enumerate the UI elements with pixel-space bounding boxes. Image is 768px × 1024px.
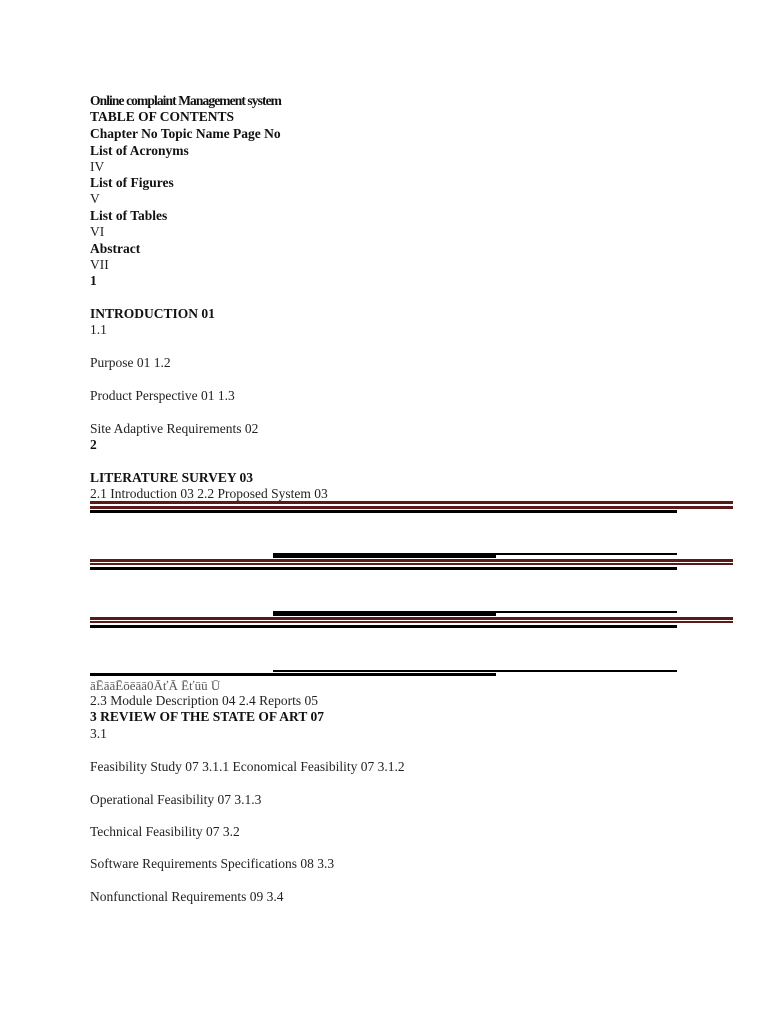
toc-line: Software Requirements Specifications 08 3.3 (90, 856, 335, 871)
toc-line: Product Perspective 01 1.3 (90, 388, 235, 403)
toc-line: 3.1 (90, 726, 107, 741)
chapter-1-heading: INTRODUCTION 01 (90, 306, 215, 321)
chapter-1-number: 1 (90, 273, 97, 288)
toc-line: Purpose 01 1.2 (90, 355, 171, 370)
toc-page-figures: V (90, 191, 100, 206)
toc-page-acronyms: IV (90, 159, 105, 174)
chapter-2-number: 2 (90, 437, 97, 452)
toc-line: 1.1 (90, 322, 107, 337)
decorative-rule (0, 609, 768, 629)
toc-page-tables: VI (90, 224, 105, 239)
toc-line: Technical Feasibility 07 3.2 (90, 824, 240, 839)
toc-columns-heading: Chapter No Topic Name Page No (90, 126, 281, 141)
toc-line: Feasibility Study 07 3.1.1 Economical Feasibility 07 3.1.2 (90, 759, 405, 774)
toc-line: Site Adaptive Requirements 02 (90, 421, 259, 436)
toc-entry-abstract: Abstract (90, 241, 141, 256)
toc-entry-tables: List of Tables (90, 208, 168, 223)
toc-heading: TABLE OF CONTENTS (90, 109, 235, 124)
toc-line: 2.3 Module Description 04 2.4 Reports 05 (90, 693, 318, 708)
document-title: Online complaint Management system (90, 93, 282, 108)
garbled-text: āĒāāĒōēāā0ĀťĀ Ēťūū Ū (90, 678, 221, 693)
toc-page-abstract: VII (90, 257, 109, 272)
toc-line: 2.1 Introduction 03 2.2 Proposed System 03 (90, 486, 328, 501)
decorative-rule (0, 500, 768, 520)
toc-line: Nonfunctional Requirements 09 3.4 (90, 889, 284, 904)
chapter-3-heading: 3 REVIEW OF THE STATE OF ART 07 (90, 709, 324, 724)
chapter-2-heading: LITERATURE SURVEY 03 (90, 470, 254, 485)
toc-entry-figures: List of Figures (90, 175, 174, 190)
toc-line: Operational Feasibility 07 3.1.3 (90, 792, 262, 807)
toc-entry-acronyms: List of Acronyms (90, 143, 189, 158)
decorative-rule (0, 552, 768, 572)
